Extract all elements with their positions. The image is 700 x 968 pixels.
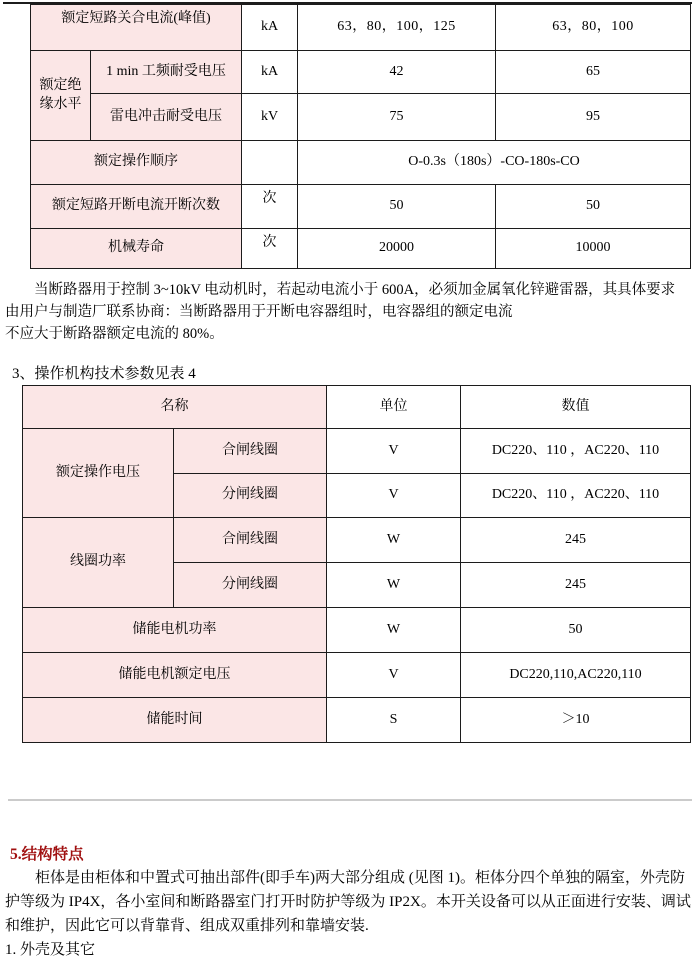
section-divider-rule — [8, 799, 692, 801]
table-row — [31, 185, 691, 229]
table-row — [23, 518, 691, 563]
cell-group-label: 额定绝缘水平 — [31, 51, 91, 141]
cell-value: ＞10 — [461, 698, 691, 743]
cell-label: 额定操作顺序 — [31, 141, 242, 185]
cell-unit — [242, 141, 298, 185]
cell-unit: V — [327, 653, 461, 698]
cell-unit: kA — [242, 5, 298, 51]
cell-value: 75 — [298, 94, 496, 141]
cell-label: 分闸线圈 — [174, 563, 327, 608]
section5-paragraph — [5, 866, 698, 962]
cell-value: 50 — [496, 185, 691, 229]
cell-unit: W — [327, 563, 461, 608]
table-row — [23, 608, 691, 653]
cell-unit: W — [327, 518, 461, 563]
cell-label: 1 min 工频耐受电压 — [91, 51, 242, 94]
cell-value: 95 — [496, 94, 691, 141]
cell-unit: S — [327, 698, 461, 743]
section5-line: 1. 外壳及其它 — [5, 942, 96, 958]
cell-value: 63，80，100，125 — [298, 5, 496, 51]
cell-unit: kV — [242, 94, 298, 141]
cell-label: 额定短路开断电流开断次数 — [31, 185, 242, 229]
table-row — [23, 653, 691, 698]
cell-label: 合闸线圈 — [174, 518, 327, 563]
cell-label: 机械寿命 — [31, 229, 242, 269]
table-row — [31, 229, 691, 269]
cell-label: 额定短路关合电流(峰值) — [31, 5, 242, 51]
note-paragraph — [5, 279, 697, 345]
cell-value: 50 — [298, 185, 496, 229]
header-unit: 单位 — [327, 386, 461, 429]
note-line: 当断路器用于控制 3~10kV 电动机时，若起动电流小于 600A，必须加金属氧化锌避雷器，其具体要求 — [34, 282, 676, 298]
breaker-parameters-table — [30, 4, 691, 269]
cell-unit: kA — [242, 51, 298, 94]
section5-heading: 5.结构特点 — [10, 846, 84, 863]
cell-value: O-0.3s（180s）-CO-180s-CO — [298, 141, 691, 185]
cell-value: 50 — [461, 608, 691, 653]
table-header-row — [23, 386, 691, 429]
cell-value: 245 — [461, 563, 691, 608]
cell-label: 分闸线圈 — [174, 474, 327, 518]
header-value: 数值 — [461, 386, 691, 429]
cell-value: DC220、110 ，AC220、110 — [461, 429, 691, 474]
cell-value: 245 — [461, 518, 691, 563]
table-row — [23, 429, 691, 474]
table-row — [31, 5, 691, 51]
cell-unit: 次 — [242, 229, 298, 269]
cell-label: 储能电机额定电压 — [23, 653, 327, 698]
section3-heading: 3、操作机构技术参数见表 4 — [12, 366, 196, 382]
note-line: 不应大于断路器额定电流的 80%。 — [5, 326, 224, 342]
cell-value: 10000 — [496, 229, 691, 269]
cell-value: 63，80，100 — [496, 5, 691, 51]
note-line: 由用户与制造厂联系协商：当断路器用于开断电容器组时，电容器组的额定电流 — [5, 304, 513, 320]
cell-value: 20000 — [298, 229, 496, 269]
cell-value: 42 — [298, 51, 496, 94]
cell-unit: W — [327, 608, 461, 653]
cell-label: 雷电冲击耐受电压 — [91, 94, 242, 141]
cell-group-label: 线圈功率 — [23, 518, 174, 608]
cell-label: 合闸线圈 — [174, 429, 327, 474]
cell-label: 储能电机功率 — [23, 608, 327, 653]
header-name: 名称 — [23, 386, 327, 429]
cell-group-label: 额定操作电压 — [23, 429, 174, 518]
table-row — [31, 94, 691, 141]
section5-line: 和维护，因此它可以背靠背、组成双重排列和靠墙安装. — [5, 918, 369, 934]
section5-line: 柜体是由柜体和中置式可抽出部件(即手车)两大部分组成 (见图 1)。柜体分四个单独的隔室，外壳防 — [35, 870, 685, 886]
operating-mechanism-table — [22, 385, 691, 743]
table-row — [31, 51, 691, 94]
cell-value: 65 — [496, 51, 691, 94]
cell-unit: V — [327, 429, 461, 474]
section5-line: 护等级为 IP4X，各小室间和断路器室门打开时防护等级为 IP2X。本开关设备可以从正面进行安装、调试 — [5, 894, 691, 910]
table-row — [23, 698, 691, 743]
cell-value: DC220、110 ，AC220、110 — [461, 474, 691, 518]
cell-value: DC220,110,AC220,110 — [461, 653, 691, 698]
cell-unit: V — [327, 474, 461, 518]
table-row — [31, 141, 691, 185]
cell-label: 储能时间 — [23, 698, 327, 743]
cell-unit: 次 — [242, 185, 298, 229]
